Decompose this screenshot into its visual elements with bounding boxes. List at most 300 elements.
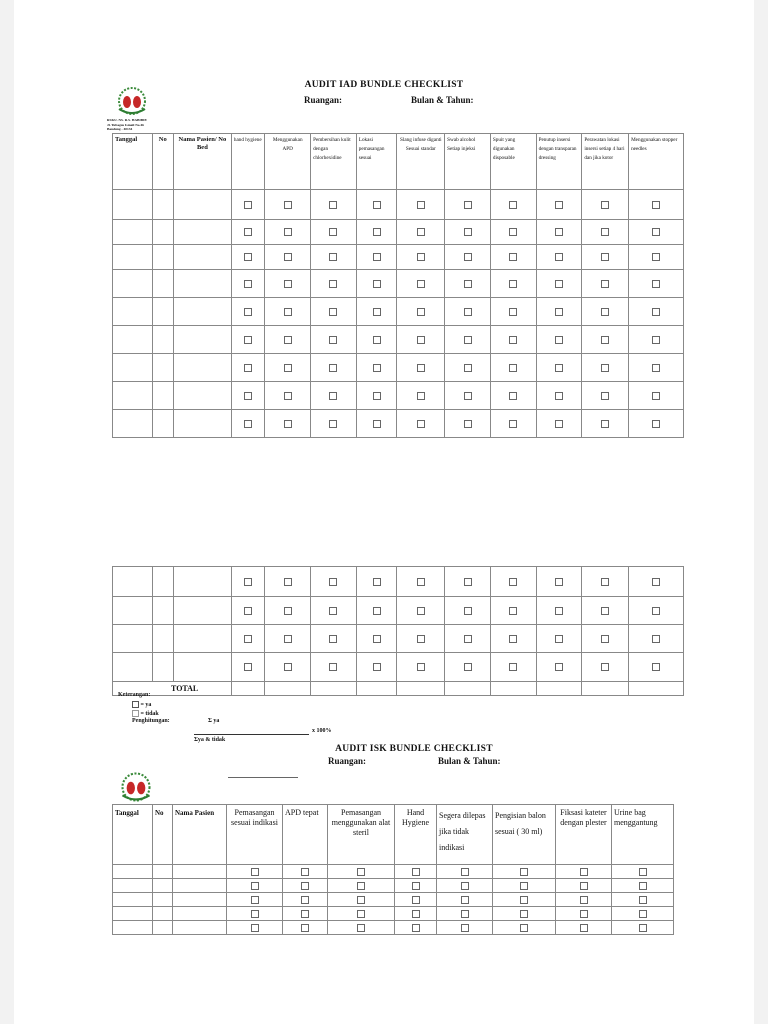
checkbox[interactable] xyxy=(639,882,647,890)
checkbox[interactable] xyxy=(555,201,563,209)
table-cell xyxy=(173,921,227,935)
checkbox[interactable] xyxy=(373,635,381,643)
table-cell xyxy=(582,270,629,298)
checkbox[interactable] xyxy=(652,280,660,288)
checkbox[interactable] xyxy=(639,910,647,918)
table-cell xyxy=(152,220,173,245)
checkbox[interactable] xyxy=(555,607,563,615)
checkbox[interactable] xyxy=(464,308,472,316)
table-cell xyxy=(265,567,311,597)
table-cell xyxy=(445,354,491,382)
checkbox[interactable] xyxy=(244,253,252,261)
checkbox[interactable] xyxy=(357,896,365,904)
table-cell xyxy=(356,410,397,438)
checkbox[interactable] xyxy=(417,607,425,615)
table-row xyxy=(113,893,674,907)
checkbox[interactable] xyxy=(509,308,517,316)
checkbox[interactable] xyxy=(652,578,660,586)
checkbox[interactable] xyxy=(652,364,660,372)
col-lokasi: Lokasi pemasangan sesuai xyxy=(356,134,397,190)
table-cell xyxy=(397,597,445,625)
checkbox[interactable] xyxy=(244,364,252,372)
checkbox[interactable] xyxy=(639,896,647,904)
checkbox[interactable] xyxy=(601,308,609,316)
checkbox[interactable] xyxy=(373,420,381,428)
checkbox[interactable] xyxy=(251,868,259,876)
checkbox[interactable] xyxy=(373,607,381,615)
checkbox[interactable] xyxy=(461,910,469,918)
table-cell xyxy=(536,382,582,410)
total-cell xyxy=(265,682,311,696)
table-cell xyxy=(152,354,173,382)
table-cell xyxy=(556,893,612,907)
checkbox[interactable] xyxy=(464,607,472,615)
table-cell xyxy=(113,382,153,410)
checkbox[interactable] xyxy=(417,253,425,261)
table-cell xyxy=(582,326,629,354)
checkbox[interactable] xyxy=(373,253,381,261)
checkbox[interactable] xyxy=(244,228,252,236)
table-cell xyxy=(227,921,283,935)
table-cell xyxy=(311,410,357,438)
table-cell xyxy=(536,597,582,625)
checkbox[interactable] xyxy=(652,201,660,209)
table-cell xyxy=(113,220,153,245)
checkbox[interactable] xyxy=(301,896,309,904)
checkbox[interactable] xyxy=(301,882,309,890)
table-cell xyxy=(437,921,493,935)
checkbox[interactable] xyxy=(284,253,292,261)
checkbox[interactable] xyxy=(520,882,528,890)
checkbox[interactable] xyxy=(329,578,337,586)
hospital-name: RSKU. NS. R.S. HABIBIE xyxy=(107,118,147,122)
table-cell xyxy=(153,893,173,907)
checkbox[interactable] xyxy=(639,924,647,932)
table-cell xyxy=(311,190,357,220)
table-cell xyxy=(152,653,173,682)
table-cell xyxy=(582,382,629,410)
iad-title: AUDIT IAD BUNDLE CHECKLIST xyxy=(304,80,464,90)
table-cell xyxy=(153,921,173,935)
isk-col-fiksasi: Fiksasi kateter dengan plester xyxy=(556,805,612,865)
isk-col-urine: Urine bag menggantung xyxy=(612,805,674,865)
checkbox[interactable] xyxy=(284,420,292,428)
table-cell xyxy=(113,354,153,382)
checkbox[interactable] xyxy=(555,578,563,586)
table-cell xyxy=(397,653,445,682)
checkbox[interactable] xyxy=(373,392,381,400)
divider-line xyxy=(228,777,298,778)
checkbox[interactable] xyxy=(412,868,420,876)
checkbox[interactable] xyxy=(601,336,609,344)
checkbox[interactable] xyxy=(509,228,517,236)
checkbox[interactable] xyxy=(373,364,381,372)
table-cell xyxy=(445,220,491,245)
checkbox[interactable] xyxy=(284,201,292,209)
col-nama: Nama Pasien/ No Bed xyxy=(173,134,231,190)
checkbox[interactable] xyxy=(461,924,469,932)
checkbox[interactable] xyxy=(652,663,660,671)
checkbox[interactable] xyxy=(373,308,381,316)
checkbox[interactable] xyxy=(580,882,588,890)
checkbox[interactable] xyxy=(244,308,252,316)
table-cell xyxy=(173,298,231,326)
total-cell xyxy=(445,682,491,696)
checkbox[interactable] xyxy=(301,868,309,876)
checkbox[interactable] xyxy=(509,336,517,344)
checkbox[interactable] xyxy=(509,201,517,209)
checkbox[interactable] xyxy=(601,201,609,209)
table-cell xyxy=(173,865,227,879)
checkbox[interactable] xyxy=(509,420,517,428)
checkbox[interactable] xyxy=(509,364,517,372)
checkbox[interactable] xyxy=(555,228,563,236)
checkbox[interactable] xyxy=(464,228,472,236)
isk-col-steril: Pemasangan menggunakan alat steril xyxy=(328,805,395,865)
sum-ya-tidak: Σya & tidak xyxy=(194,737,226,743)
table-cell xyxy=(173,625,231,653)
checkbox[interactable] xyxy=(284,364,292,372)
checkbox[interactable] xyxy=(464,420,472,428)
checkbox[interactable] xyxy=(601,392,609,400)
table-cell xyxy=(356,245,397,270)
table-row xyxy=(113,865,674,879)
checkbox[interactable] xyxy=(244,392,252,400)
checkbox[interactable] xyxy=(244,201,252,209)
checkbox[interactable] xyxy=(329,228,337,236)
table-cell xyxy=(113,270,153,298)
table-cell xyxy=(356,597,397,625)
table-cell xyxy=(629,597,684,625)
fraction-line xyxy=(194,734,309,735)
table-cell xyxy=(582,190,629,220)
checkbox[interactable] xyxy=(601,253,609,261)
table-row xyxy=(113,907,674,921)
table-cell xyxy=(356,326,397,354)
table-cell xyxy=(113,597,153,625)
table-row xyxy=(113,653,684,682)
table-cell xyxy=(173,245,231,270)
checkbox[interactable] xyxy=(329,201,337,209)
table-cell xyxy=(490,245,536,270)
checkbox[interactable] xyxy=(417,201,425,209)
checkbox[interactable] xyxy=(464,578,472,586)
checkbox[interactable] xyxy=(652,336,660,344)
checkbox[interactable] xyxy=(601,578,609,586)
table-row xyxy=(113,270,684,298)
checkbox[interactable] xyxy=(244,280,252,288)
checkbox[interactable] xyxy=(555,635,563,643)
table-row xyxy=(113,625,684,653)
checkbox[interactable] xyxy=(509,280,517,288)
isk-col-nama: Nama Pasien xyxy=(173,805,227,865)
table-cell xyxy=(265,382,311,410)
table-cell xyxy=(231,625,265,653)
table-cell xyxy=(556,865,612,879)
checkbox[interactable] xyxy=(357,868,365,876)
isk-title: AUDIT ISK BUNDLE CHECKLIST xyxy=(335,744,493,754)
table-cell xyxy=(536,625,582,653)
checkbox[interactable] xyxy=(301,910,309,918)
table-cell xyxy=(356,354,397,382)
checkbox[interactable] xyxy=(580,896,588,904)
table-cell xyxy=(612,907,674,921)
table-cell xyxy=(582,298,629,326)
checkbox[interactable] xyxy=(251,896,259,904)
checkbox[interactable] xyxy=(417,364,425,372)
table-cell xyxy=(173,270,231,298)
checkbox[interactable] xyxy=(373,280,381,288)
table-cell xyxy=(490,190,536,220)
checkbox[interactable] xyxy=(412,910,420,918)
checkbox[interactable] xyxy=(284,578,292,586)
checkbox[interactable] xyxy=(555,280,563,288)
iad-table xyxy=(112,133,684,438)
checkbox[interactable] xyxy=(373,663,381,671)
table-cell xyxy=(493,907,556,921)
checkbox[interactable] xyxy=(417,308,425,316)
checkbox[interactable] xyxy=(329,635,337,643)
table-cell xyxy=(490,298,536,326)
checkbox[interactable] xyxy=(284,308,292,316)
total-cell xyxy=(231,682,265,696)
checkbox[interactable] xyxy=(417,392,425,400)
table-cell xyxy=(629,190,684,220)
table-cell xyxy=(356,653,397,682)
legend-tidak-text: = tidak xyxy=(140,710,159,717)
col-chlorhexidine: Pembersihan kulit dengan chlorhexidine xyxy=(311,134,357,190)
checkbox[interactable] xyxy=(555,308,563,316)
checkbox[interactable] xyxy=(417,228,425,236)
isk-ruangan-label: Ruangan: xyxy=(328,756,367,766)
checkbox[interactable] xyxy=(412,924,420,932)
checkbox[interactable] xyxy=(329,308,337,316)
table-cell xyxy=(582,653,629,682)
table-cell xyxy=(629,625,684,653)
table-cell xyxy=(152,597,173,625)
checkbox[interactable] xyxy=(284,635,292,643)
checkbox[interactable] xyxy=(555,392,563,400)
checkbox[interactable] xyxy=(652,253,660,261)
checkbox[interactable] xyxy=(652,308,660,316)
table-cell xyxy=(231,220,265,245)
table-cell xyxy=(490,354,536,382)
table-cell xyxy=(395,921,437,935)
checkbox[interactable] xyxy=(464,635,472,643)
checkbox[interactable] xyxy=(329,280,337,288)
checkbox[interactable] xyxy=(244,578,252,586)
table-cell xyxy=(493,893,556,907)
checkbox[interactable] xyxy=(417,336,425,344)
checkbox[interactable] xyxy=(520,868,528,876)
checkbox[interactable] xyxy=(464,364,472,372)
isk-col-hand: Hand Hygiene xyxy=(395,805,437,865)
col-spuit: Spuit yang digunakan disposable xyxy=(490,134,536,190)
checkbox[interactable] xyxy=(652,392,660,400)
checkbox[interactable] xyxy=(284,392,292,400)
table-cell xyxy=(113,410,153,438)
table-cell xyxy=(152,567,173,597)
checkbox[interactable] xyxy=(373,336,381,344)
table-cell xyxy=(536,190,582,220)
checkbox[interactable] xyxy=(601,663,609,671)
table-cell xyxy=(536,653,582,682)
checkbox[interactable] xyxy=(520,910,528,918)
checkbox[interactable] xyxy=(461,868,469,876)
checkbox[interactable] xyxy=(580,910,588,918)
checkbox[interactable] xyxy=(373,228,381,236)
checkbox[interactable] xyxy=(601,420,609,428)
table-cell xyxy=(231,245,265,270)
keterangan-label: Keterangan: xyxy=(118,692,151,698)
checkbox[interactable] xyxy=(417,280,425,288)
table-cell xyxy=(152,382,173,410)
table-cell xyxy=(445,597,491,625)
checkbox[interactable] xyxy=(464,253,472,261)
checkbox[interactable] xyxy=(329,253,337,261)
checkbox[interactable] xyxy=(284,280,292,288)
checkbox[interactable] xyxy=(580,924,588,932)
checkbox[interactable] xyxy=(417,420,425,428)
checkbox[interactable] xyxy=(244,607,252,615)
table-cell xyxy=(490,382,536,410)
checkbox[interactable] xyxy=(520,924,528,932)
checkbox[interactable] xyxy=(244,336,252,344)
table-cell xyxy=(113,653,153,682)
checkbox[interactable] xyxy=(284,663,292,671)
checkbox[interactable] xyxy=(509,607,517,615)
checkbox[interactable] xyxy=(329,336,337,344)
checkbox[interactable] xyxy=(417,578,425,586)
table-row xyxy=(113,597,684,625)
checkbox[interactable] xyxy=(464,201,472,209)
table-row xyxy=(113,567,684,597)
table-cell xyxy=(629,567,684,597)
table-cell xyxy=(356,567,397,597)
checkbox[interactable] xyxy=(412,882,420,890)
table-cell xyxy=(173,567,231,597)
checkbox[interactable] xyxy=(251,882,259,890)
legend-ya-text: = ya xyxy=(140,701,152,708)
checkbox[interactable] xyxy=(301,924,309,932)
checkbox[interactable] xyxy=(244,635,252,643)
table-cell xyxy=(397,354,445,382)
checkbox[interactable] xyxy=(329,364,337,372)
checkbox[interactable] xyxy=(652,607,660,615)
checkbox[interactable] xyxy=(464,392,472,400)
checkbox[interactable] xyxy=(284,607,292,615)
table-cell xyxy=(445,326,491,354)
checkbox[interactable] xyxy=(555,253,563,261)
checkbox[interactable] xyxy=(652,420,660,428)
checkbox[interactable] xyxy=(652,228,660,236)
table-cell xyxy=(629,354,684,382)
table-cell xyxy=(265,270,311,298)
checkbox[interactable] xyxy=(464,663,472,671)
checkbox[interactable] xyxy=(244,663,252,671)
table-cell xyxy=(445,298,491,326)
table-cell xyxy=(612,865,674,879)
checkbox[interactable] xyxy=(555,364,563,372)
checkbox[interactable] xyxy=(509,253,517,261)
checkbox[interactable] xyxy=(464,336,472,344)
table-cell xyxy=(445,410,491,438)
checkbox[interactable] xyxy=(509,663,517,671)
checkbox[interactable] xyxy=(520,896,528,904)
table-row xyxy=(113,190,684,220)
checkbox[interactable] xyxy=(412,896,420,904)
col-stopper: Menggunakan stopper needles xyxy=(629,134,684,190)
checkbox[interactable] xyxy=(461,896,469,904)
checkbox[interactable] xyxy=(601,228,609,236)
checkbox[interactable] xyxy=(509,392,517,400)
checkbox[interactable] xyxy=(639,868,647,876)
checkbox[interactable] xyxy=(284,228,292,236)
checkbox[interactable] xyxy=(509,635,517,643)
checkbox[interactable] xyxy=(509,578,517,586)
table-cell xyxy=(231,298,265,326)
checkbox[interactable] xyxy=(251,910,259,918)
checkbox[interactable] xyxy=(464,280,472,288)
table-cell xyxy=(311,382,357,410)
checkbox[interactable] xyxy=(601,280,609,288)
table-cell xyxy=(152,245,173,270)
checkbox[interactable] xyxy=(284,336,292,344)
table-cell xyxy=(395,907,437,921)
checkbox[interactable] xyxy=(601,607,609,615)
checkbox[interactable] xyxy=(357,924,365,932)
checkbox[interactable] xyxy=(461,882,469,890)
checkbox[interactable] xyxy=(251,924,259,932)
table-cell xyxy=(629,220,684,245)
table-cell xyxy=(231,382,265,410)
checkbox[interactable] xyxy=(417,663,425,671)
table-cell xyxy=(311,625,357,653)
table-cell xyxy=(153,865,173,879)
table-cell xyxy=(173,893,227,907)
checkbox[interactable] xyxy=(601,364,609,372)
checkbox[interactable] xyxy=(329,607,337,615)
checkbox[interactable] xyxy=(357,910,365,918)
table-cell xyxy=(356,220,397,245)
table-row xyxy=(113,298,684,326)
total-row xyxy=(113,682,684,696)
hospital-logo-2 xyxy=(110,770,162,804)
checkbox[interactable] xyxy=(373,201,381,209)
checkbox[interactable] xyxy=(357,882,365,890)
checkbox[interactable] xyxy=(652,635,660,643)
col-swab: Swab alcohol Setiap injeksi xyxy=(445,134,491,190)
checkbox[interactable] xyxy=(601,635,609,643)
table-cell xyxy=(173,879,227,893)
checkbox[interactable] xyxy=(329,392,337,400)
checkbox[interactable] xyxy=(417,635,425,643)
checkbox[interactable] xyxy=(329,420,337,428)
checkbox[interactable] xyxy=(555,663,563,671)
table-cell xyxy=(173,190,231,220)
checkbox[interactable] xyxy=(555,336,563,344)
table-cell xyxy=(445,190,491,220)
checkbox[interactable] xyxy=(244,420,252,428)
checkbox[interactable] xyxy=(329,663,337,671)
table-row xyxy=(113,921,674,935)
checkbox[interactable] xyxy=(555,420,563,428)
checkbox[interactable] xyxy=(580,868,588,876)
x100: x 100% xyxy=(312,728,332,734)
checkbox[interactable] xyxy=(373,578,381,586)
table-cell xyxy=(397,190,445,220)
table-cell xyxy=(582,567,629,597)
